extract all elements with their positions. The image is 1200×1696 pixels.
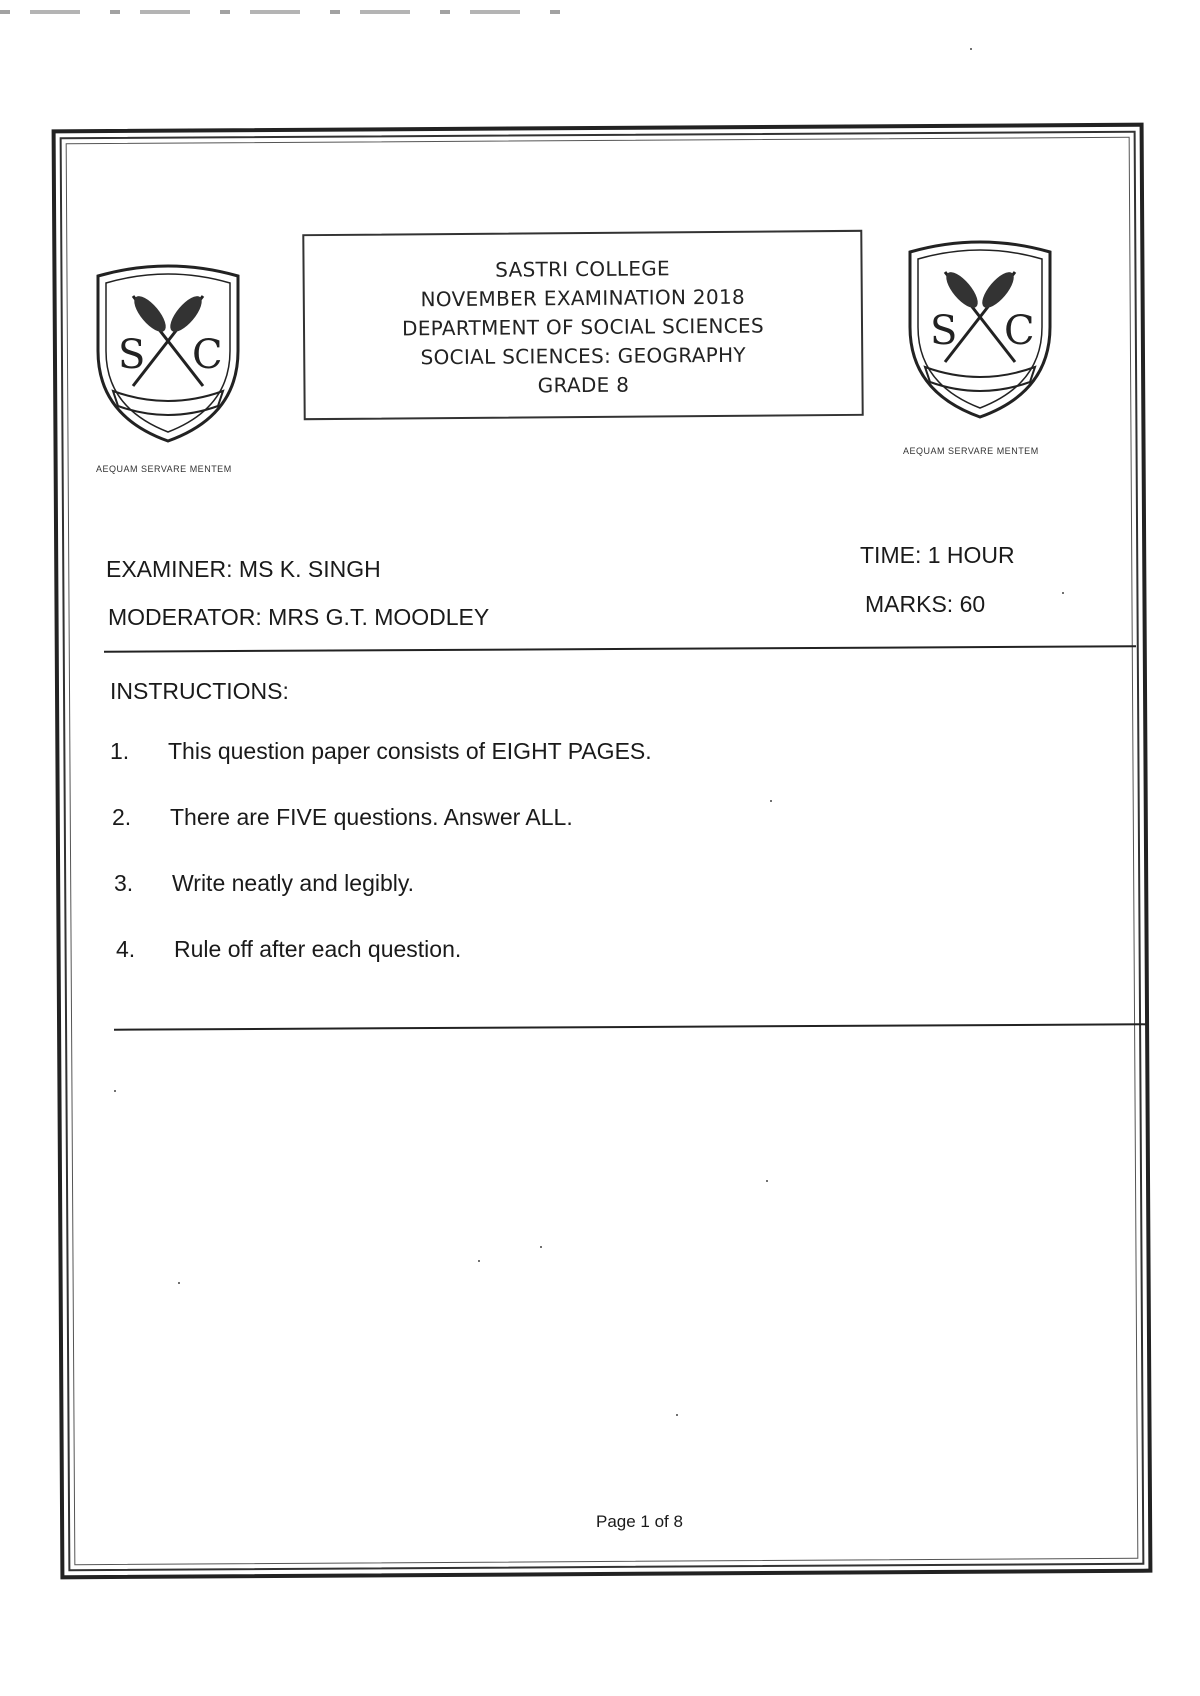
instruction-item	[110, 870, 1010, 936]
instruction-text: Write neatly and legibly.	[172, 870, 415, 896]
time-label: TIME: 1 HOUR	[860, 542, 1015, 568]
instruction-number: 4.	[116, 936, 136, 962]
crest-motto-right: AEQUAM SERVARE MENTEM	[903, 446, 1039, 456]
scan-speck	[970, 48, 972, 50]
instruction-number: 3.	[114, 870, 134, 896]
exam-header-box	[302, 230, 863, 420]
crest-letter-s: S	[930, 308, 958, 354]
header-school-name: SASTRI COLLEGE	[495, 255, 671, 282]
header-exam-session: NOVEMBER EXAMINATION 2018	[420, 284, 746, 311]
instruction-item	[110, 804, 1010, 870]
instructions-list	[110, 738, 1010, 1002]
instruction-text: There are FIVE questions. Answer ALL.	[170, 804, 573, 830]
page-number: Page 1 of 8	[596, 1512, 683, 1531]
instructions-heading: INSTRUCTIONS:	[110, 678, 289, 704]
header-subject: SOCIAL SCIENCES: GEOGRAPHY	[420, 342, 746, 369]
scan-speck	[1062, 592, 1064, 594]
crest-letter-c: C	[192, 332, 223, 378]
instruction-text: Rule off after each question.	[174, 936, 462, 962]
crest-letter-s: S	[118, 332, 146, 378]
scan-speck	[540, 1246, 542, 1248]
header-grade: GRADE 8	[537, 372, 630, 397]
scan-speck	[114, 1090, 116, 1092]
school-crest-left	[88, 256, 248, 446]
scan-artifact-dashes	[0, 10, 560, 14]
crest-shield-icon	[900, 232, 1060, 422]
crest-letter-c: C	[1004, 308, 1035, 354]
instruction-number: 1.	[110, 738, 130, 764]
instruction-number: 2.	[112, 804, 132, 830]
scan-speck	[770, 800, 772, 802]
header-department: DEPARTMENT OF SOCIAL SCIENCES	[402, 313, 765, 340]
scan-speck	[766, 1180, 768, 1182]
school-crest-right	[900, 232, 1060, 422]
scan-speck	[478, 1260, 480, 1262]
crest-shield-icon	[88, 256, 248, 446]
instruction-item	[110, 738, 1010, 804]
examiner-label: EXAMINER: MS K. SINGH	[106, 556, 381, 582]
instruction-item	[110, 936, 1010, 1002]
crest-motto-left: AEQUAM SERVARE MENTEM	[96, 464, 232, 474]
moderator-label: MODERATOR: MRS G.T. MOODLEY	[108, 604, 490, 630]
marks-label: MARKS: 60	[865, 591, 986, 617]
instruction-text: This question paper consists of EIGHT PAGES.	[168, 738, 652, 764]
scan-speck	[178, 1282, 180, 1284]
scan-speck	[676, 1414, 678, 1416]
